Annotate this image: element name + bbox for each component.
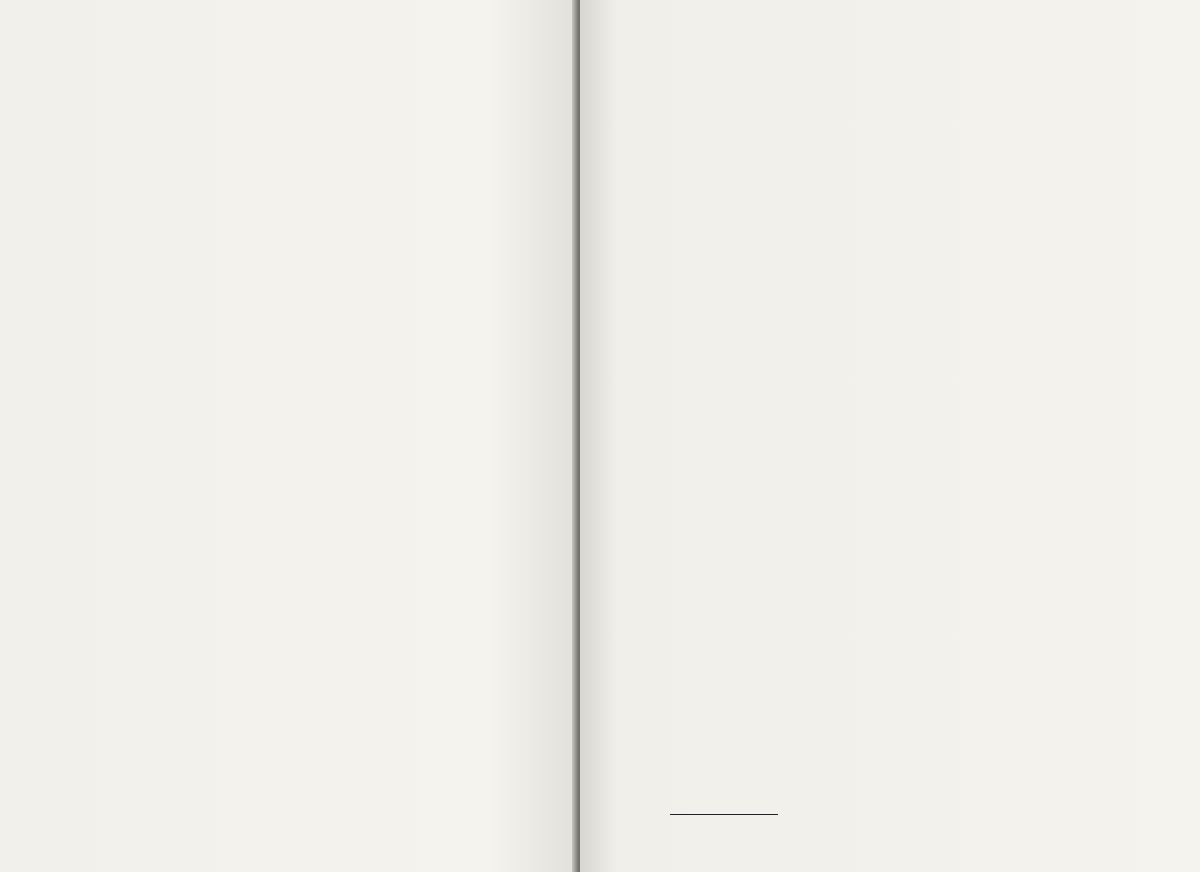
left-page [0, 0, 578, 872]
right-page [580, 0, 1200, 872]
footnote-24 [666, 826, 668, 839]
footnote-25 [666, 839, 668, 852]
footnote-rule [670, 814, 778, 815]
